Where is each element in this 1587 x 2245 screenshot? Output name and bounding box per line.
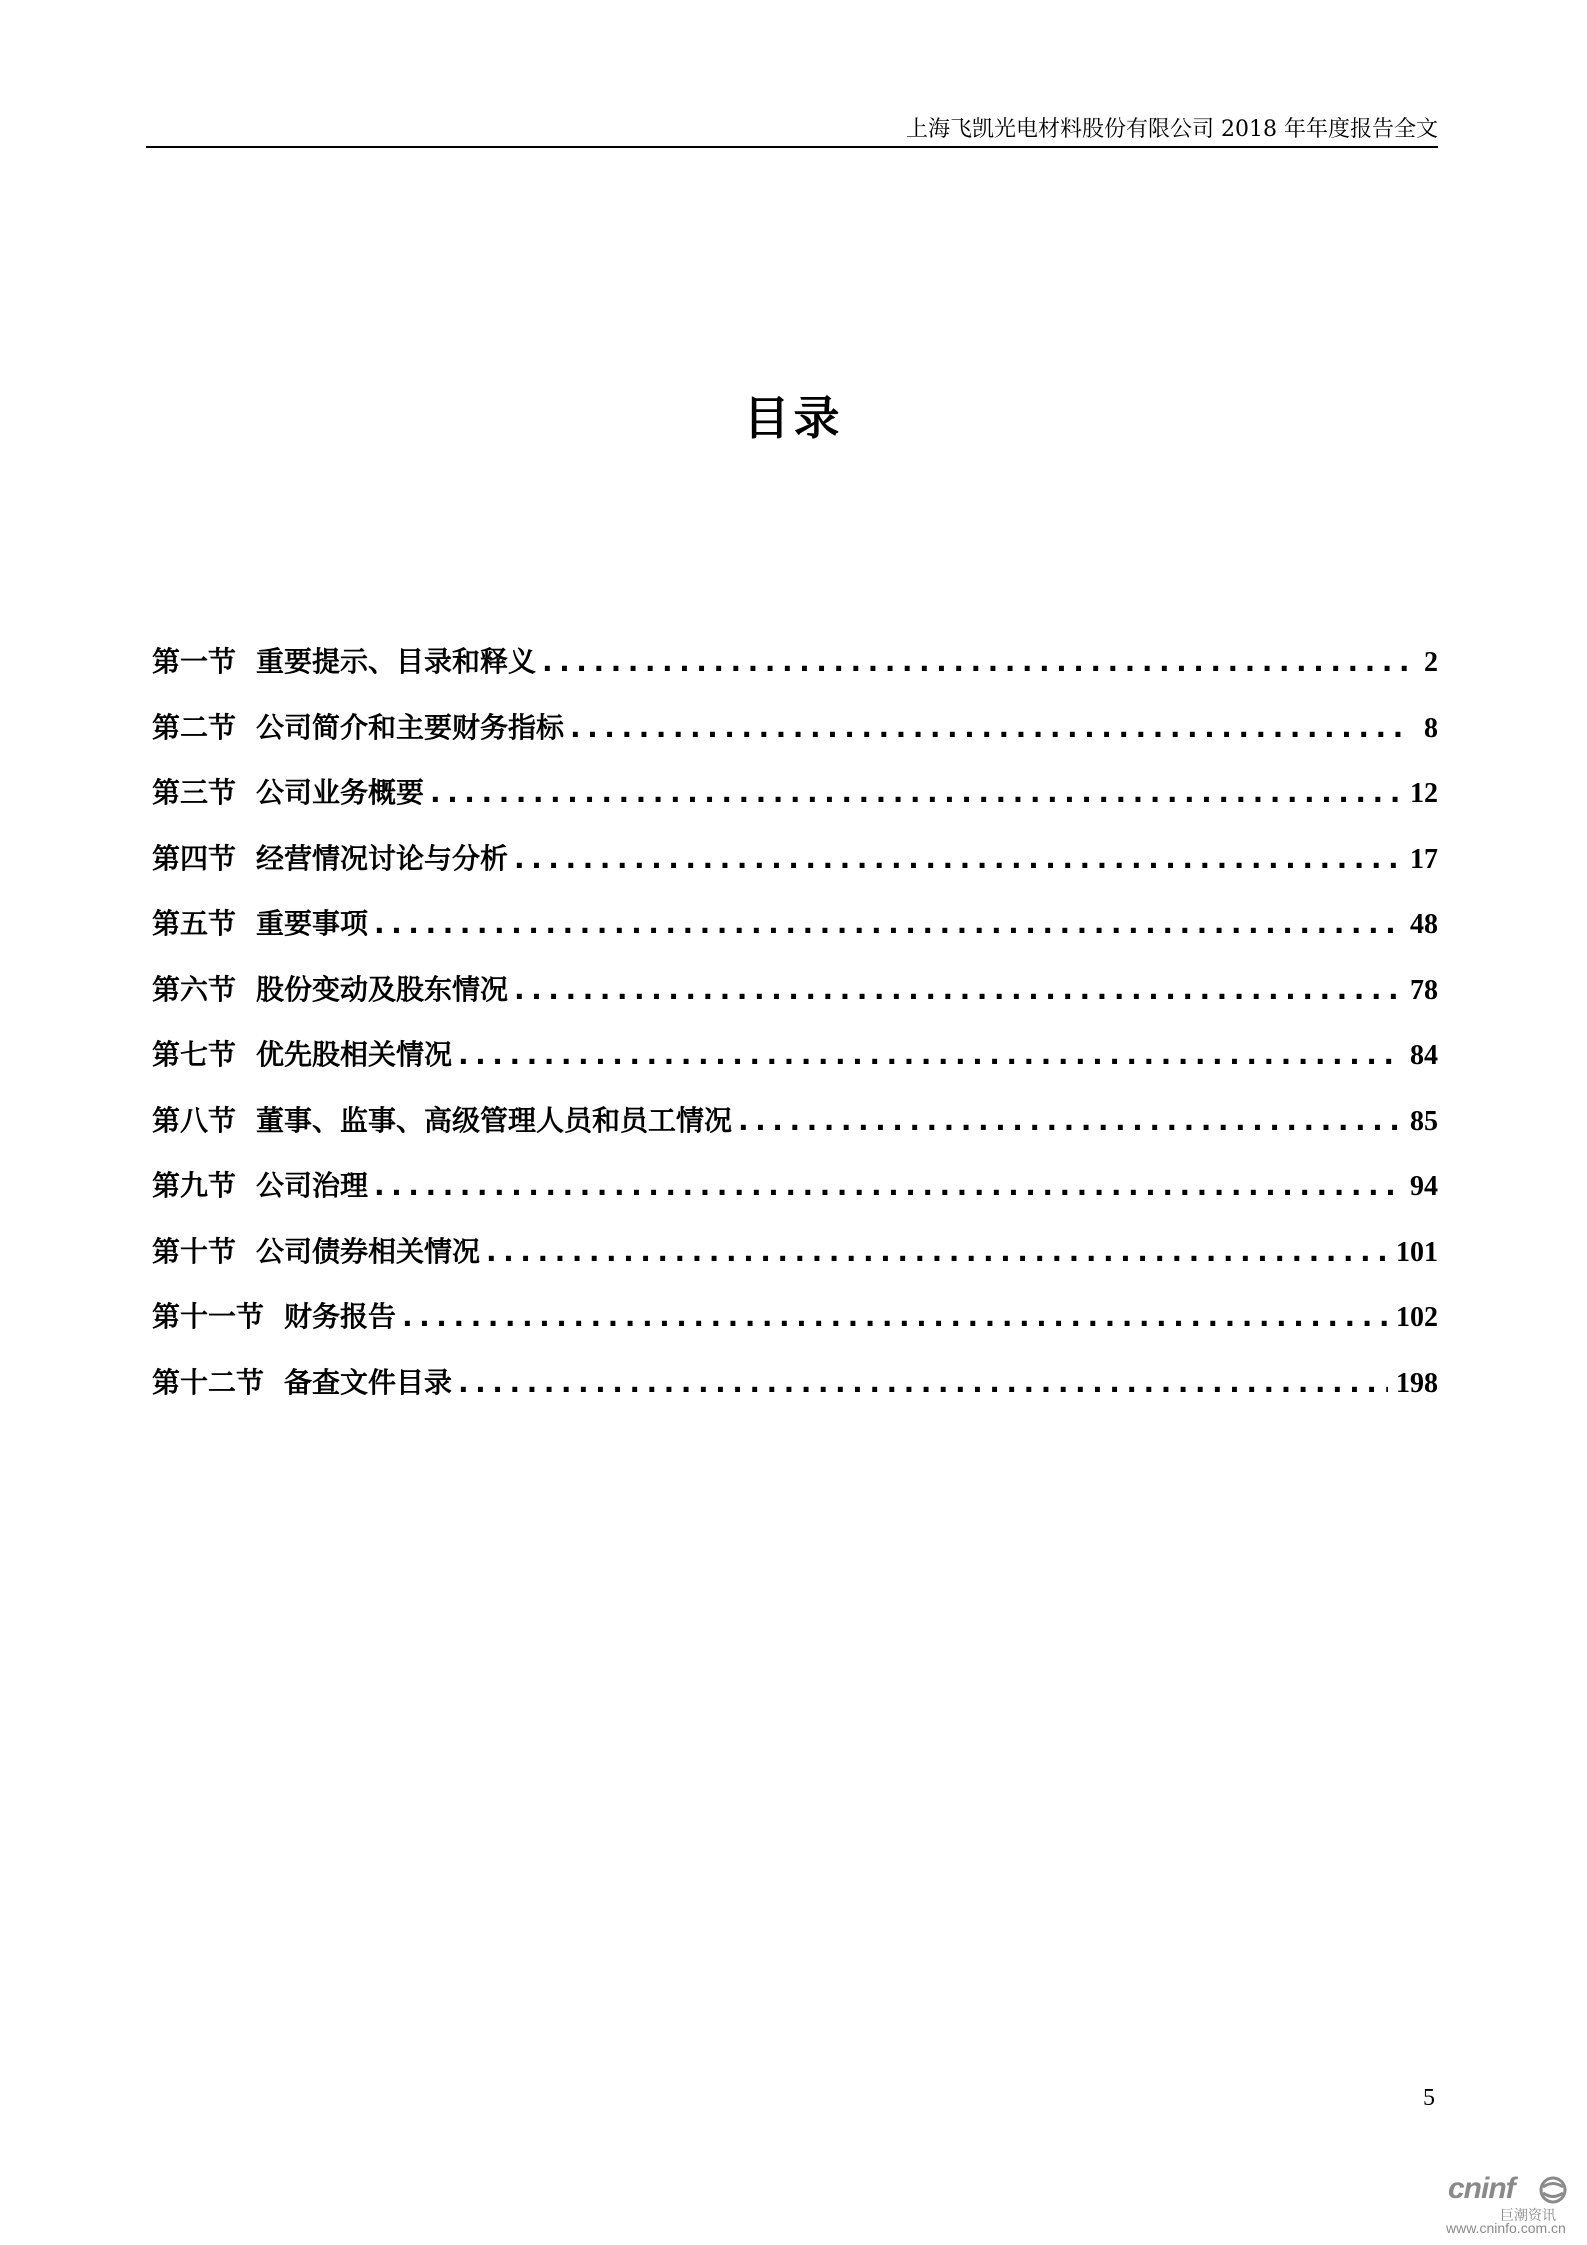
toc-section: 第一节 [152, 645, 237, 678]
toc-entry[interactable] [152, 771, 1438, 837]
toc-section: 第十一节 [152, 1300, 265, 1333]
toc-leader [430, 776, 1402, 809]
toc-leader [402, 1300, 1388, 1333]
toc-title: 重要事项 [256, 907, 369, 940]
page-number: 5 [1423, 2085, 1435, 2111]
toc-title: 公司业务概要 [256, 776, 425, 809]
table-of-contents [152, 640, 1438, 1426]
toc-title: 重要提示、目录和释义 [256, 645, 537, 678]
cninfo-logo-icon [1538, 2176, 1568, 2204]
toc-title: 财务报告 [284, 1300, 397, 1333]
toc-page: 2 [1424, 647, 1438, 678]
cninfo-watermark [1388, 2172, 1578, 2236]
toc-title: 股份变动及股东情况 [256, 972, 509, 1006]
toc-title: 公司简介和主要财务指标 [256, 710, 565, 744]
toc-section: 第二节 [152, 710, 237, 744]
toc-section: 第七节 [152, 1038, 237, 1071]
toc-entry[interactable] [152, 1295, 1438, 1361]
toc-leader [514, 842, 1402, 875]
toc-entry[interactable] [152, 1361, 1438, 1427]
toc-entry[interactable] [152, 640, 1438, 706]
toc-page: 78 [1410, 974, 1438, 1006]
toc-leader [458, 1366, 1388, 1399]
toc-entry[interactable] [152, 837, 1438, 903]
toc-leader [542, 645, 1408, 678]
toc-entry[interactable] [152, 1230, 1438, 1296]
toc-page: 48 [1410, 909, 1438, 940]
toc-leader [486, 1235, 1388, 1268]
page-header [146, 108, 1438, 148]
toc-leader [458, 1038, 1402, 1071]
toc-page: 101 [1396, 1236, 1438, 1268]
toc-title: 优先股相关情况 [256, 1038, 453, 1071]
toc-page: 94 [1410, 1171, 1438, 1202]
toc-leader [570, 711, 1408, 744]
toc-section: 第十二节 [152, 1365, 265, 1399]
toc-section: 第四节 [152, 841, 237, 875]
toc-entry[interactable] [152, 1164, 1438, 1230]
toc-leader [374, 907, 1402, 940]
toc-entry[interactable] [152, 902, 1438, 968]
toc-page: 198 [1396, 1367, 1438, 1399]
header-text: 上海飞凯光电材料股份有限公司 2018 年年度报告全文 [906, 117, 1438, 142]
toc-section: 第三节 [152, 776, 237, 809]
toc-entry[interactable] [152, 706, 1438, 772]
toc-section: 第十节 [152, 1234, 237, 1268]
watermark-subtitle: 巨潮资讯 [1500, 2208, 1556, 2224]
toc-entry[interactable] [152, 1033, 1438, 1099]
toc-title: 公司债券相关情况 [256, 1234, 481, 1268]
toc-leader [738, 1104, 1402, 1137]
toc-section: 第五节 [152, 907, 237, 940]
toc-title: 经营情况讨论与分析 [256, 841, 509, 875]
toc-page: 17 [1410, 843, 1438, 875]
toc-section: 第八节 [152, 1103, 237, 1137]
toc-title: 备查文件目录 [284, 1365, 453, 1399]
toc-title: 董事、监事、高级管理人员和员工情况 [256, 1103, 733, 1137]
toc-page: 8 [1424, 712, 1438, 744]
toc-page: 12 [1410, 778, 1438, 809]
toc-leader [374, 1169, 1402, 1202]
watermark-brand: cninf [1448, 2172, 1515, 2205]
toc-page: 85 [1410, 1105, 1438, 1137]
toc-title: 公司治理 [256, 1169, 369, 1202]
toc-page: 84 [1410, 1040, 1438, 1071]
watermark-url: www.cninfo.com.cn [1446, 2220, 1566, 2236]
toc-leader [514, 973, 1402, 1006]
toc-entry[interactable] [152, 968, 1438, 1034]
toc-section: 第六节 [152, 972, 237, 1006]
page-title: 目录 [743, 391, 844, 445]
toc-page: 102 [1396, 1302, 1438, 1333]
toc-section: 第九节 [152, 1169, 237, 1202]
toc-entry[interactable] [152, 1099, 1438, 1165]
